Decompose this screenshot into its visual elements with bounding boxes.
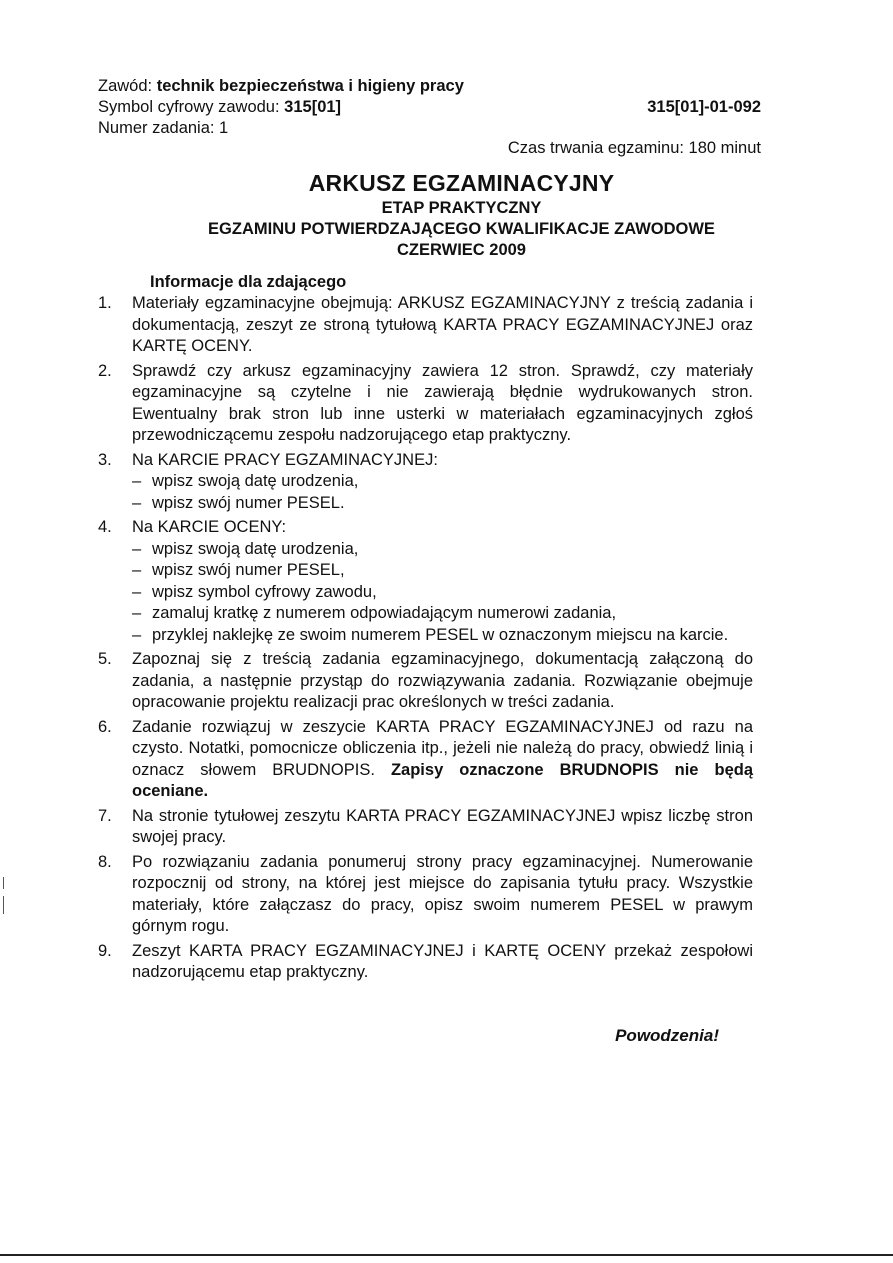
task-number: Numer zadania: 1 xyxy=(98,119,229,137)
title-block xyxy=(0,168,893,261)
item-text: Na stronie tytułowej zeszytu KARTA PRACY EGZAMINACYJNEJ wpisz liczbę stron swojej pracy. xyxy=(132,806,753,846)
list-item xyxy=(98,517,753,646)
sub-item: – wpisz swoją datę urodzenia, xyxy=(132,539,753,561)
list-item xyxy=(98,450,753,515)
symbol-label: Symbol cyfrowy zawodu: xyxy=(98,98,280,116)
item-number: 4. xyxy=(98,518,112,536)
item-text: Zadanie rozwiązuj w zeszycie KARTA PRACY EGZAMINACYJNEJ od razu na czysto. Notatki, pomocnicze obliczenia itp., jeżeli nie należą do pracy, obwiedź linią i oznacz słowem BRUDNOPIS. xyxy=(132,717,753,779)
exam-duration: Czas trwania egzaminu: 180 minut xyxy=(507,139,761,157)
sub-item: – wpisz swój numer PESEL. xyxy=(132,493,753,515)
occupation-line xyxy=(98,76,464,97)
scan-mark xyxy=(3,896,4,914)
title-exam: EGZAMINU POTWIERDZAJĄCEGO KWALIFIKACJE ZAWODOWE xyxy=(208,220,715,238)
list-item xyxy=(98,941,753,984)
item-number: 7. xyxy=(98,806,112,825)
instructions-list xyxy=(98,293,753,987)
info-heading: Informacje dla zdającego xyxy=(150,273,347,291)
closing-text: Powodzenia! xyxy=(615,1026,719,1045)
list-item xyxy=(98,717,753,803)
sub-item: – przyklej naklejkę ze swoim numerem PESEL w oznaczonym miejscu na karcie. xyxy=(132,625,753,647)
item-text: Zeszyt KARTA PRACY EGZAMINACYJNEJ i KARTĘ OCENY przekaż zespołowi nadzorującemu etap praktyczny. xyxy=(132,941,753,981)
occupation-value: technik bezpieczeństwa i higieny pracy xyxy=(156,77,464,95)
item-number: 1. xyxy=(98,294,112,312)
item-number: 6. xyxy=(98,717,112,736)
sub-list xyxy=(132,471,753,514)
sub-item: – wpisz symbol cyfrowy zawodu, xyxy=(132,582,753,604)
title-stage: ETAP PRAKTYCZNY xyxy=(381,199,542,217)
header-left xyxy=(98,76,464,139)
item-bold-text: Zapisy oznaczone BRUDNOPIS nie będą oceniane. xyxy=(132,760,754,800)
exam-code: 315[01]-01-092 xyxy=(647,98,761,116)
title-date: CZERWIEC 2009 xyxy=(397,241,526,259)
item-number: 5. xyxy=(98,650,112,668)
item-number: 3. xyxy=(98,450,112,469)
list-item xyxy=(98,361,753,447)
scan-mark xyxy=(3,877,4,889)
sub-item: – wpisz swój numer PESEL, xyxy=(132,560,753,582)
sub-item: – wpisz swoją datę urodzenia, xyxy=(132,471,753,493)
page-title: ARKUSZ EGZAMINACYJNY xyxy=(308,170,615,196)
item-text: Zapoznaj się z treścią zadania egzaminacyjnego, dokumentacją załączoną do zadania, a następnie przystąp do rozwiązywania zadania. Rozwiązanie obejmuje opracowanie projektu realizacji prac określonych w treści zadania. xyxy=(132,650,753,711)
list-item xyxy=(98,649,753,714)
item-text: Na KARCIE PRACY EGZAMINACYJNEJ: xyxy=(132,450,438,469)
item-text: Sprawdź czy arkusz egzaminacyjny zawiera 12 stron. Sprawdź, czy materiały egzaminacyjne są czytelne i nie zawierają błędnie wydrukowanych stron. Ewentualny brak stron lub inne usterki w materiałach egzaminacyjnych zgłoś przewodniczącemu zespołu nadzorującego etap praktyczny. xyxy=(132,361,753,444)
list-item xyxy=(98,852,753,938)
sub-list xyxy=(132,539,753,647)
symbol-line xyxy=(98,97,464,118)
item-text: Po rozwiązaniu zadania ponumeruj strony pracy egzaminacyjnej. Numerowanie rozpocznij od strony, na której jest miejsce do zapisania tytułu pracy. Wszystkie materiały, które załączasz do pracy, opisz swoim numerem PESEL w prawym górnym rogu. xyxy=(132,852,753,935)
occupation-label: Zawód: xyxy=(98,77,153,95)
item-number: 9. xyxy=(98,941,112,960)
item-text: Na KARCIE OCENY: xyxy=(132,518,287,536)
bottom-rule xyxy=(0,1254,893,1256)
item-number: 2. xyxy=(98,361,112,380)
item-text: Materiały egzaminacyjne obejmują: ARKUSZ EGZAMINACYJNY z treścią zadania i dokumentacją, zeszyt ze stroną tytułową KARTA PRACY EGZAMINACYJNEJ oraz KARTĘ OCENY. xyxy=(132,294,753,355)
list-item xyxy=(98,806,753,849)
item-number: 8. xyxy=(98,852,112,871)
list-item xyxy=(98,293,753,358)
sub-item: – zamaluj kratkę z numerem odpowiadającym numerowi zadania, xyxy=(132,603,753,625)
symbol-value: 315[01] xyxy=(284,98,342,116)
